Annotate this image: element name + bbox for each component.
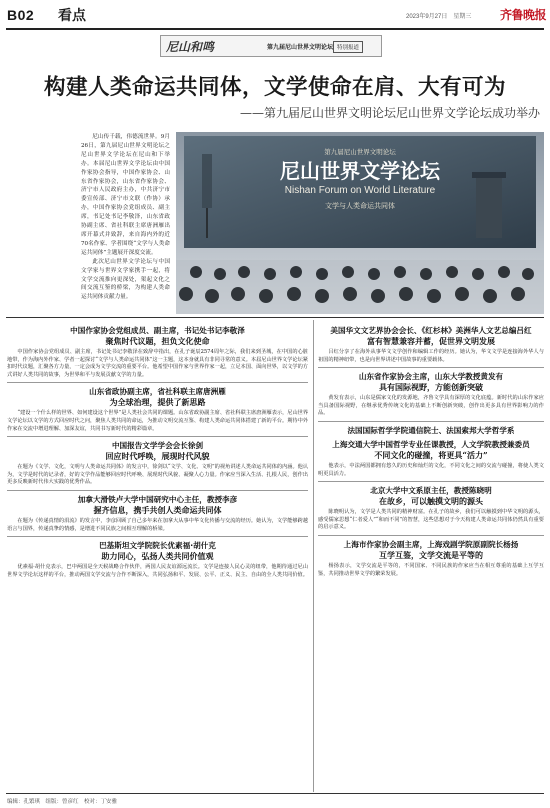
speaker-section bbox=[7, 495, 308, 533]
body-paragraph: “建设一个什么样的世界、如何建设这个世界”是人类社会共同的课题。山东省政协副主席、省社科联主席唐洲雁表示，尼山世界文学论坛以文学的方式回应时代之问，聚焦人类共同的命运，为推动文明交流互鉴、构建人类命运共同体搭建了新的平台。期待中外作家在交流中增进理解、加深友谊，共同书写新时代的精彩篇章。 bbox=[7, 410, 309, 432]
speaker-section bbox=[7, 441, 308, 487]
divider bbox=[318, 481, 544, 482]
speaker-title: 聚焦时代议题，担负文化使命 bbox=[105, 336, 210, 346]
speaker-title: 具有国际视野，方能创新突破 bbox=[379, 382, 483, 393]
speaker-org: 上海交通大学中国哲学专业任课教授，人文学院教授兼委员 bbox=[332, 439, 530, 449]
speaker-org: 巴基斯坦文学院院长优素福·胡什克 bbox=[99, 541, 216, 551]
body-paragraph: 在题为《传递真情的涓流》的发言中，李彦回顾了自己多年来在加拿大从事中华文化传播与交流的经历。她认为，文学能够跨越语言与国界，传递真挚的情感，是增进不同民族之间相互理解的桥梁。 bbox=[7, 517, 308, 532]
divider bbox=[7, 490, 308, 491]
speaker-title: 为全球治理，提供了新思路 bbox=[109, 397, 206, 408]
special-report-banner bbox=[160, 35, 382, 57]
right-column bbox=[318, 322, 544, 580]
body-paragraph: 中国作家协会党组成员、副主席，书记处书记李敬泽在致辞中指出，在孔子诞辰2574周年之际，我们来到圣城，在中国的心脏地带，作为海内外作家、学者一起探讨“文学与人类命运共同体”这一主题，这本身就具有非同寻常的意义。本届尼山世界文学论坛紧扣时代议题，汇聚各方力量，一定会成为文学交流的重要平台。他希望中国作家与世界作家一起，立足本国、面向世界，以文学的方式讲好人类共同的故事，为世界和平与发展贡献文学的力量。 bbox=[7, 349, 308, 378]
body-paragraph: 陈晓明认为，文学是人类共同的精神财富。在孔子的故乡，我们可以触摸到中华文明的源头，感受儒家思想“仁者爱人”“和而不同”的智慧，这些思想对于今天构建人类命运共同体仍然具有重要的启示意义。 bbox=[318, 509, 544, 531]
speaker-org: 山东省作家协会主席，山东大学教授黄发有 bbox=[358, 372, 504, 382]
speaker-title: 握齐信息，携手共创人类命运共同体 bbox=[93, 504, 222, 515]
column-divider bbox=[313, 320, 314, 792]
section-rule bbox=[6, 317, 544, 318]
speaker-org: 中国作家协会党组成员、副主席，书记处书记李敬泽 bbox=[70, 326, 245, 335]
speaker-title: 互学互鉴，文学交流是平等的 bbox=[379, 549, 483, 560]
banner-text: 第九届尼山世界文明论坛 bbox=[267, 45, 334, 51]
divider bbox=[318, 421, 544, 422]
sign-top-text: 第九届尼山世界文明论坛 bbox=[324, 148, 396, 156]
body-paragraph: 吕红分享了在海外从事华文文学创作和编辑工作的经历。她认为，华文文学是连接海外华人与祖国的精神纽带，也是向世界讲述中国故事的重要载体。 bbox=[318, 349, 544, 363]
speaker-section bbox=[7, 326, 308, 379]
speaker-org: 北京大学中文系原主任，教授陈晓明 bbox=[370, 486, 492, 496]
speaker-section bbox=[7, 387, 308, 433]
speaker-section bbox=[318, 426, 544, 478]
divider bbox=[7, 536, 308, 537]
body-paragraph: 黄发有表示，山东是儒家文化的发源地，齐鲁文学具有深厚的文化底蕴。新时代的山东作家应当具备国际视野，在继承优秀传统文化的基础上不断创新突破，创作出更多具有世界影响力的作品。 bbox=[318, 395, 544, 417]
banner-tag: 特别报道 bbox=[333, 41, 363, 53]
left-column bbox=[7, 322, 308, 581]
speaker-title: 回应时代呼唤，展现时代风貌 bbox=[105, 451, 210, 462]
speaker-org: 山东省政协副主席，省社科联主席唐洲雁 bbox=[89, 387, 226, 397]
headline: 构建人类命运共同体，文学使命在肩、大有可为 bbox=[43, 75, 506, 100]
forum-photo bbox=[176, 132, 544, 314]
subheadline: ——第九届尼山世界文明论坛尼山世界文学论坛成功举办 bbox=[239, 106, 540, 120]
divider bbox=[318, 367, 544, 368]
divider bbox=[7, 436, 308, 437]
intro-column bbox=[81, 133, 170, 302]
speaker-title: 不同文化的碰撞，将更具“活力” bbox=[374, 449, 488, 460]
speaker-title: 助力同心，弘扬人类共同价值观 bbox=[101, 551, 214, 562]
body-paragraph: 他表示，中法两国都拥有悠久的历史和灿烂的文化，不同文化之间的交流与碰撞，将使人类文明更具活力。 bbox=[318, 462, 544, 477]
header-rule bbox=[6, 28, 544, 30]
footer-credits: 编辑：孔繁琪 组版：曾彦红 校对：丁安雅 bbox=[7, 799, 118, 805]
speaker-org: 中国报告文学学会会长徐剑 bbox=[111, 441, 204, 451]
page-code: B02 bbox=[7, 7, 35, 23]
speaker-org: 法国国际哲学学院通信院士、法国索邦大学哲学系 bbox=[347, 425, 515, 435]
sign-theme-text: 文学与人类命运共同体 bbox=[325, 202, 395, 210]
speaker-title: 富有智慧兼容并蓄，促世界文明发展 bbox=[367, 336, 495, 346]
body-paragraph: 在题为《文学、文化，文明与人类命运共同体》的发言中，徐剑以“文学、文化、文明”的视角讲述人类命运共同体的内涵。他认为，文学是时代的记录者，好的文学作品能够回应时代呼唤、展现时代风貌、凝聚人心力量。作家应当深入生活、扎根人民，创作出更多反映新时代伟大实践的优秀作品。 bbox=[7, 464, 309, 486]
speaker-section bbox=[318, 540, 544, 578]
speaker-title: 在故乡，可以触摸文明的源头 bbox=[379, 496, 483, 507]
forum-logo: 尼山和鸣 bbox=[166, 40, 215, 54]
forum-photo-image bbox=[176, 132, 544, 314]
divider bbox=[7, 382, 308, 383]
newspaper-logo: 齐鲁晚报 bbox=[500, 8, 547, 22]
footer-rule bbox=[6, 793, 544, 794]
speaker-section bbox=[7, 541, 308, 579]
intro-paragraph: 此次尼山世界文学论坛与中国文学家与世界文学家携手一起，将文学交流推向更深处，架起文化之间交流互鉴的桥梁，为构建人类命运共同体贡献力量。 bbox=[81, 258, 170, 301]
intro-paragraph: 尼山传千载，伟德流世界。9月26日，第九届尼山世界文明论坛之尼山世界文学论坛在尼山和下举办。本届尼山世界文学论坛由中国作家协会指导，中国作家协会、山东省作家协会，山东省作家协会、济宁市人民政府主办，中共济宁市委宣传部、济宁市文联（作协）承办，中国作家协会党组成员、副主席，书记处书记李敬泽，山东省政协副主席、省社科联主席唐洲雁出席开幕式并致辞，来自海内外的近70名作家、学者围绕“文学与人类命运共同体”主题展开深度交流。 bbox=[81, 134, 170, 256]
speaker-org: 上海市作家协会副主席，上海戏剧学院原副院长杨扬 bbox=[343, 539, 519, 549]
speaker-org: 美国华文文艺界协会会长、《红杉林》美洲华人文艺总编吕红 bbox=[330, 326, 532, 335]
dateline: 2023年9月27日 星期三 bbox=[406, 14, 472, 20]
body-paragraph: 优素福·胡什克表示，巴中两国是全天候战略合作伙伴，两国人民友谊源远流长。文学是连接人民心灵的纽带，他期待通过尼山世界文学论坛这样的平台，推动两国文学交流与合作不断深入，共同弘扬和平、发展、公平、正义、民主、自由的全人类共同价值。 bbox=[7, 564, 308, 578]
speaker-section bbox=[318, 486, 544, 532]
sign-english-text: Nishan Forum on World Literature bbox=[284, 185, 436, 196]
speaker-org: 加拿大滑铁卢大学中国研究中心主任，教授李彦 bbox=[77, 494, 238, 504]
page-header bbox=[0, 0, 550, 28]
body-paragraph: 杨扬表示，文学交流是平等的，不同国家、不同民族的作家应当在相互尊重的基础上互学互鉴，共同推动世界文学的繁荣发展。 bbox=[318, 562, 544, 577]
speaker-section bbox=[318, 326, 544, 364]
speaker-section bbox=[318, 372, 544, 418]
divider bbox=[318, 535, 544, 536]
sign-title-text: 尼山世界文学论坛 bbox=[280, 159, 440, 183]
section-name: 看点 bbox=[58, 8, 86, 24]
